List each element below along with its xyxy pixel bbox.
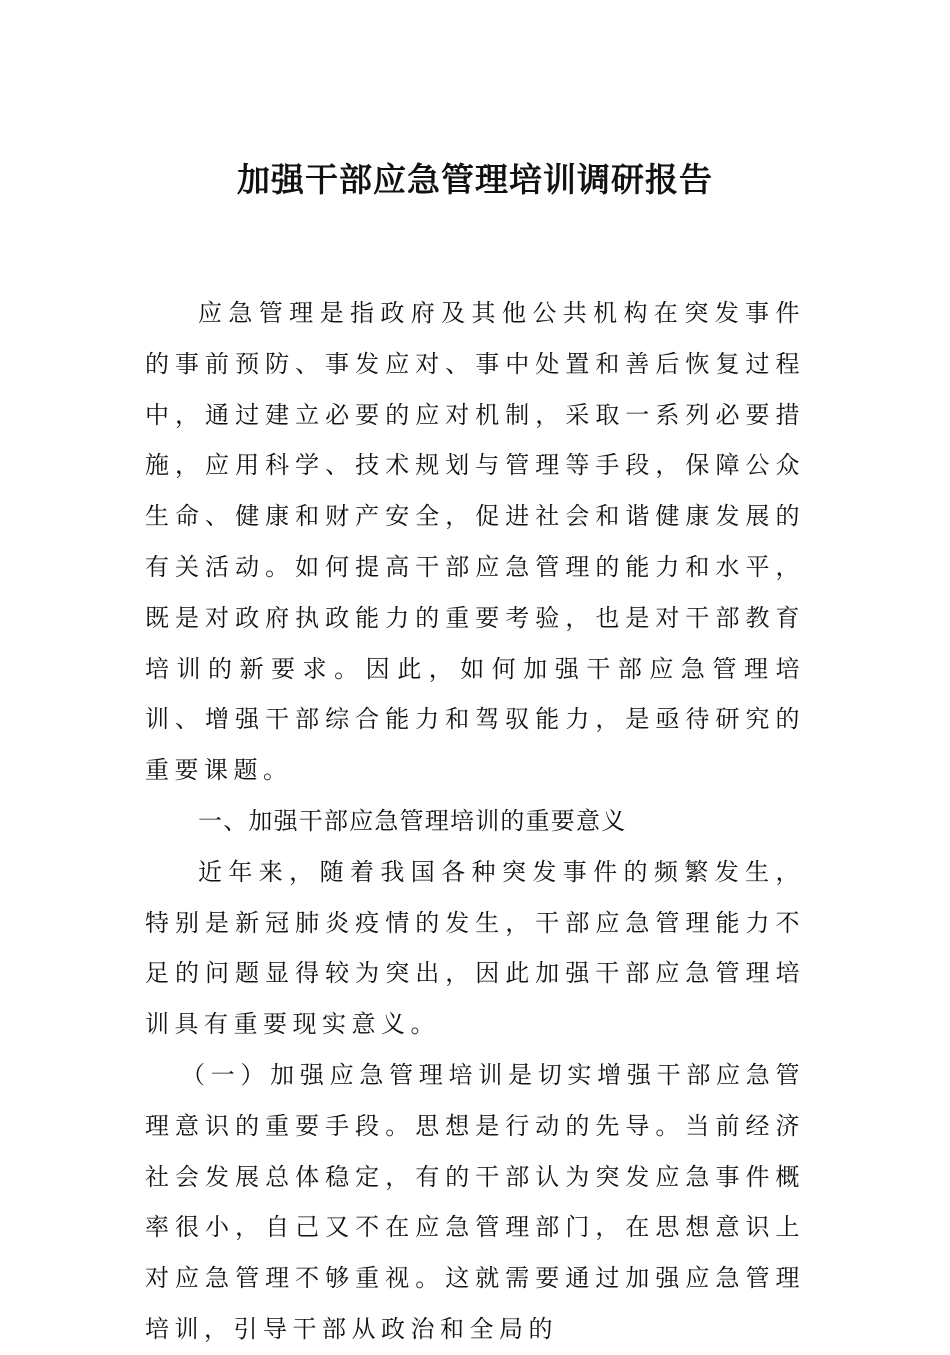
subsection-1-paragraph: （一）加强应急管理培训是切实增强干部应急管理意识的重要手段。思想是行动的先导。当前经济社会发展总体稳定，有的干部认为突发应急事件概率很小，自己又不在应急管理部门，在思想意识上对应急管理不够重视。这就需要通过加强应急管理培训，引导干部从政治和全局的 [145,1060,805,1343]
section-heading-1: 一、加强干部应急管理培训的重要意义 [198,806,627,835]
document-title: 加强干部应急管理培训调研报告 [237,160,713,199]
section-1-paragraph: 近年来，随着我国各种突发事件的频繁发生，特别是新冠肺炎疫情的发生，干部应急管理能力不足的问题显得较为突出，因此加强干部应急管理培训具有重要现实意义。 [145,857,805,1039]
intro-paragraph: 应急管理是指政府及其他公共机构在突发事件的事前预防、事发应对、事中处置和善后恢复过程中，通过建立必要的应对机制，采取一系列必要措施，应用科学、技术规划与管理等手段，保障公众生命、健康和财产安全，促进社会和谐健康发展的有关活动。如何提高干部应急管理的能力和水平，既是对政府执政能力的重要考验，也是对干部教育培训的新要求。因此，如何加强干部应急管理培训、增强干部综合能力和驾驭能力，是亟待研究的重要课题。 [145,299,805,785]
document-body [145,288,805,1355]
